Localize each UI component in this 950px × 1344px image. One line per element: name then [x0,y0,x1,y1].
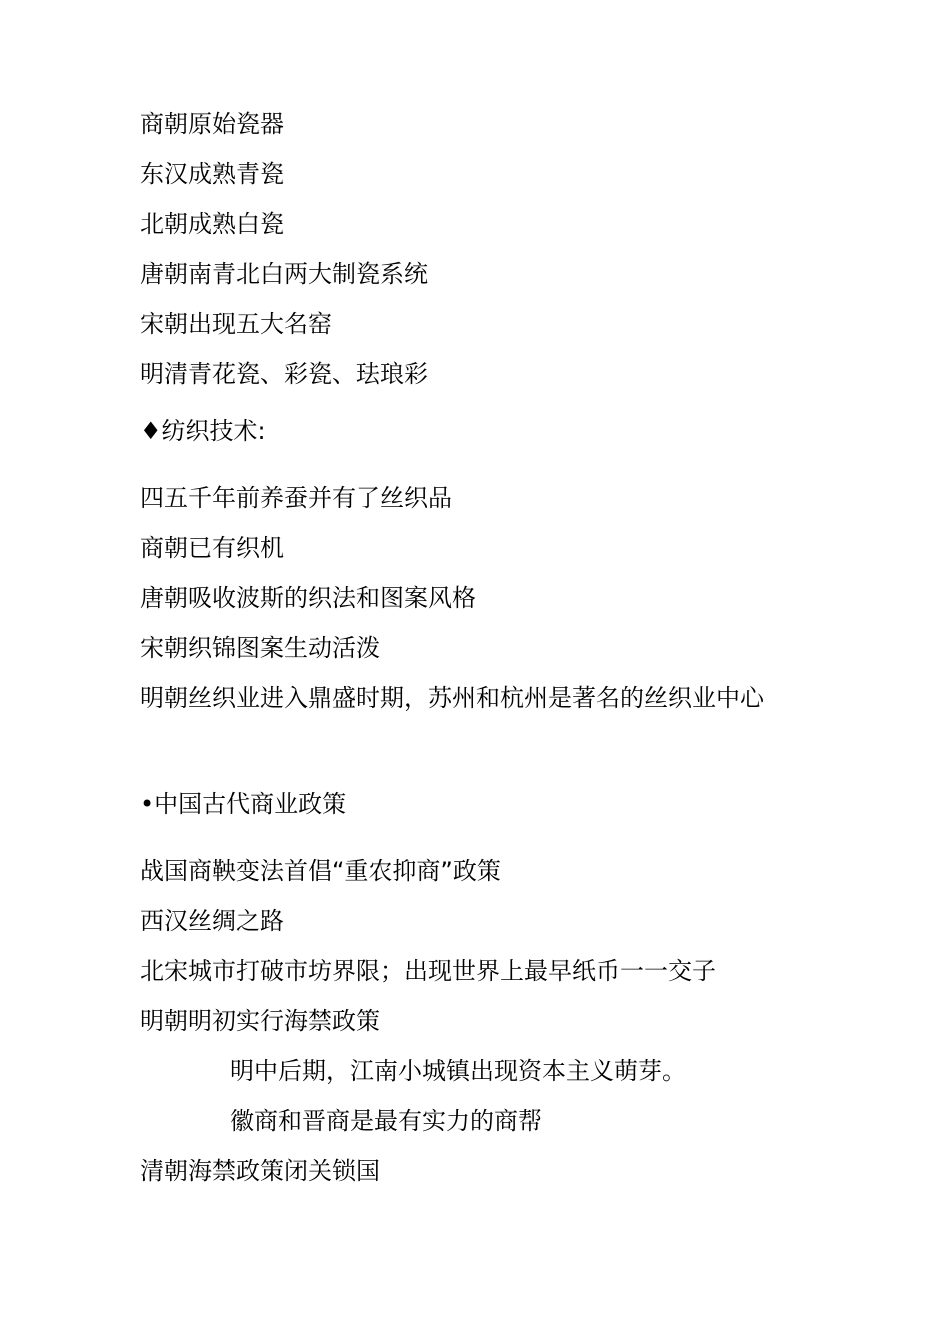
commerce-subline: 徽商和晋商是最有实力的商帮 [230,1107,542,1135]
commerce-line: 西汉丝绸之路 [140,907,284,935]
ceramics-line: 明清青花瓷、彩瓷、珐琅彩 [140,360,428,388]
ceramics-line: 北朝成熟白瓷 [140,210,284,238]
ceramics-line: 宋朝出现五大名窑 [140,310,332,338]
textile-line: 明朝丝织业进入鼎盛时期，苏州和杭州是著名的丝织业中心 [140,684,764,712]
ceramics-line: 东汉成熟青瓷 [140,160,284,188]
textile-line: 四五千年前养蚕并有了丝织品 [140,484,452,512]
textile-heading: ♦纺织技术: [140,417,266,445]
commerce-line: 明朝明初实行海禁政策 [140,1007,380,1035]
textile-line: 唐朝吸收波斯的织法和图案风格 [140,584,476,612]
ceramics-line: 唐朝南青北白两大制瓷系统 [140,260,428,288]
commerce-line: 北宋城市打破市坊界限；出现世界上最早纸币一一交子 [140,957,716,985]
commerce-line: 清朝海禁政策闭关锁国 [140,1157,380,1185]
textile-line: 商朝已有织机 [140,534,284,562]
commerce-heading: •中国古代商业政策 [140,790,347,818]
commerce-subline: 明中后期，江南小城镇出现资本主义萌芽。 [230,1057,686,1085]
commerce-line: 战国商鞅变法首倡“重农抑商”政策 [140,857,501,885]
ceramics-line: 商朝原始瓷器 [140,110,284,138]
textile-line: 宋朝织锦图案生动活泼 [140,634,380,662]
